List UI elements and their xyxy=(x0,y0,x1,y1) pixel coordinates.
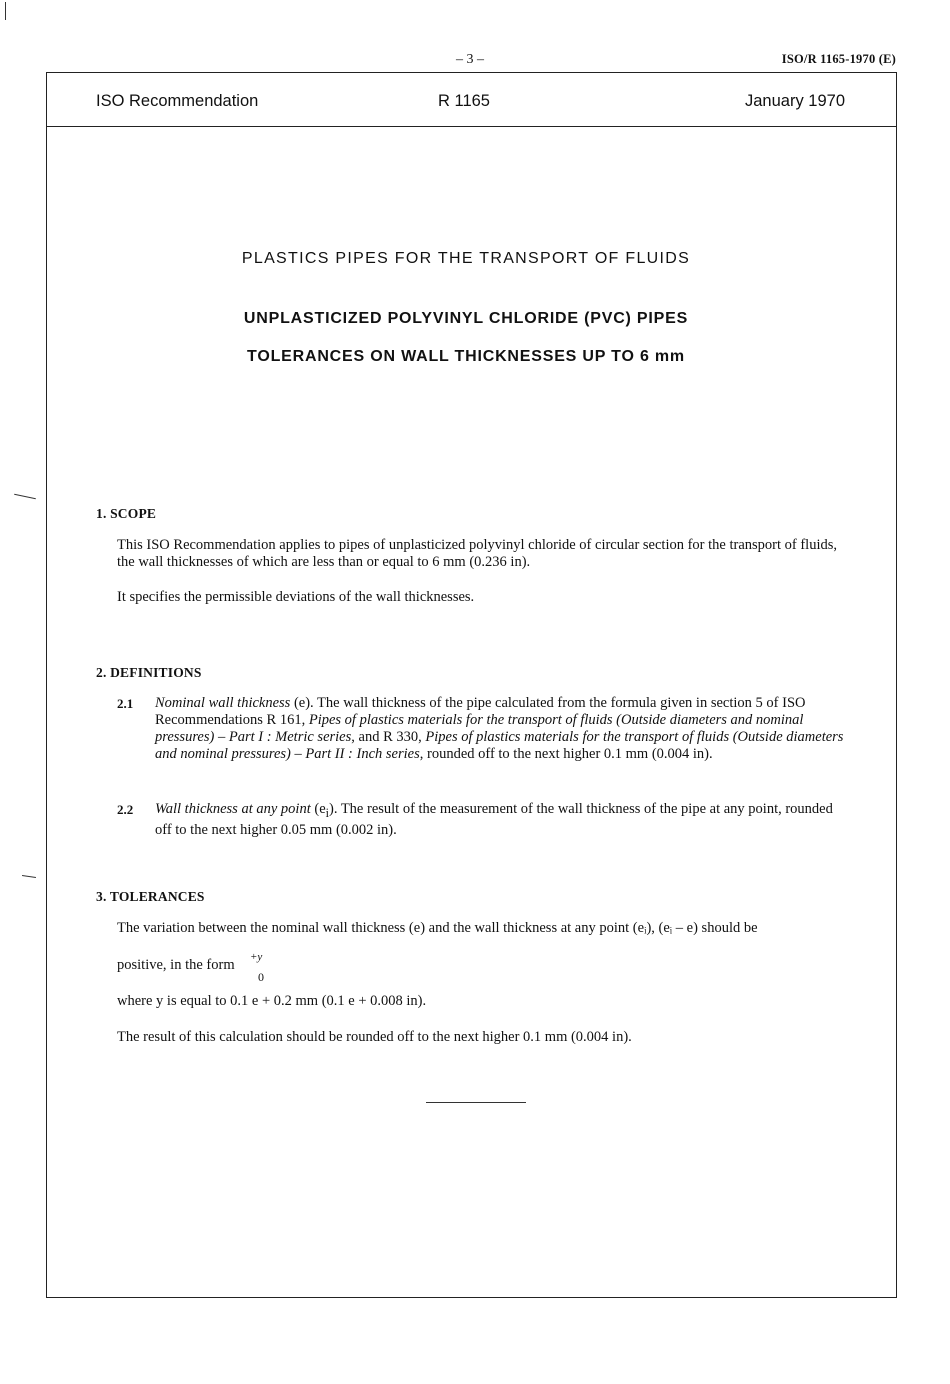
definition-term: Nominal wall thickness xyxy=(155,695,291,711)
reference-title: Pipes of plastics materials for the transport of fluids (Outside diameters and nominal pressures) – Part I : Metric series xyxy=(155,712,804,745)
section-heading-tolerances: 3. TOLERANCES xyxy=(96,889,205,904)
definition-symbol: (e xyxy=(314,801,326,817)
tolerance-subscript: 0 xyxy=(258,970,264,984)
end-rule xyxy=(426,1102,526,1103)
document-reference: ISO/R 1165-1970 (E) xyxy=(781,52,896,66)
definition-body: The wall thickness of the pipe calculated from the formula given in section 5 of ISO Recommendations R 161, xyxy=(155,695,806,728)
scan-mark xyxy=(5,2,6,20)
header-doc-number: R 1165 xyxy=(438,92,490,110)
section-heading-definitions: 2. DEFINITIONS xyxy=(96,665,202,680)
header-divider xyxy=(46,126,897,127)
tolerance-formula: where y is equal to 0.1 e + 0.2 mm (0.1 e + 0.008 in). xyxy=(117,993,427,1009)
definition-2-1 xyxy=(117,695,852,763)
definition-term: Wall thickness at any point xyxy=(155,801,311,817)
tolerance-form-text: positive, in the form xyxy=(117,957,235,973)
scan-mark xyxy=(14,494,36,500)
definition-text xyxy=(155,695,852,763)
tolerance-paragraph: The variation between the nominal wall thickness (e) and the wall thickness at any point (eᵢ), (eᵢ – e) should be xyxy=(117,920,758,936)
definition-text xyxy=(155,801,852,839)
page-number: – 3 – xyxy=(456,52,484,67)
subtitle-2: TOLERANCES ON WALL THICKNESSES UP TO 6 mm xyxy=(247,348,685,365)
scope-paragraph-2: It specifies the permissible deviations of the wall thicknesses. xyxy=(117,589,475,605)
section-heading-scope: 1. SCOPE xyxy=(96,506,157,521)
scope-paragraph: This ISO Recommendation applies to pipes of unplasticized polyvinyl chloride of circular section for the transport of fluids, the wall thicknesses of which are less than or equal to 6 mm (0.236 in). xyxy=(117,537,837,570)
definition-body: , and R 330, xyxy=(351,729,426,745)
main-title: PLASTICS PIPES FOR THE TRANSPORT OF FLUIDS xyxy=(241,250,691,267)
definition-number: 2.1 xyxy=(117,696,134,711)
definition-body: The result of the measurement of the wall thickness of the pipe at any point, rounded off to the next higher 0.05 mm (0.002 in). xyxy=(155,801,833,838)
tolerance-rounding: The result of this calculation should be rounded off to the next higher 0.1 mm (0.004 in). xyxy=(117,1029,632,1045)
header-date: January 1970 xyxy=(745,92,845,110)
tolerance-superscript: +y xyxy=(250,951,263,963)
subtitle: UNPLASTICIZED POLYVINYL CHLORIDE (PVC) PIPES xyxy=(243,310,689,327)
header-doc-type: ISO Recommendation xyxy=(96,92,259,110)
definition-symbol-end: ). xyxy=(328,801,338,817)
reference-title: Pipes of plastics materials for the transport of fluids (Outside diameters and nominal pressures) – Part II : Inch series xyxy=(155,729,844,762)
definition-number: 2.2 xyxy=(117,802,134,817)
scan-mark xyxy=(22,875,36,878)
definition-2-2 xyxy=(117,801,852,839)
definition-symbol: (e). xyxy=(293,695,314,711)
definition-body: , rounded off to the next higher 0.1 mm (0.004 in). xyxy=(419,746,713,762)
definition-symbol-subscript: i xyxy=(325,805,329,820)
